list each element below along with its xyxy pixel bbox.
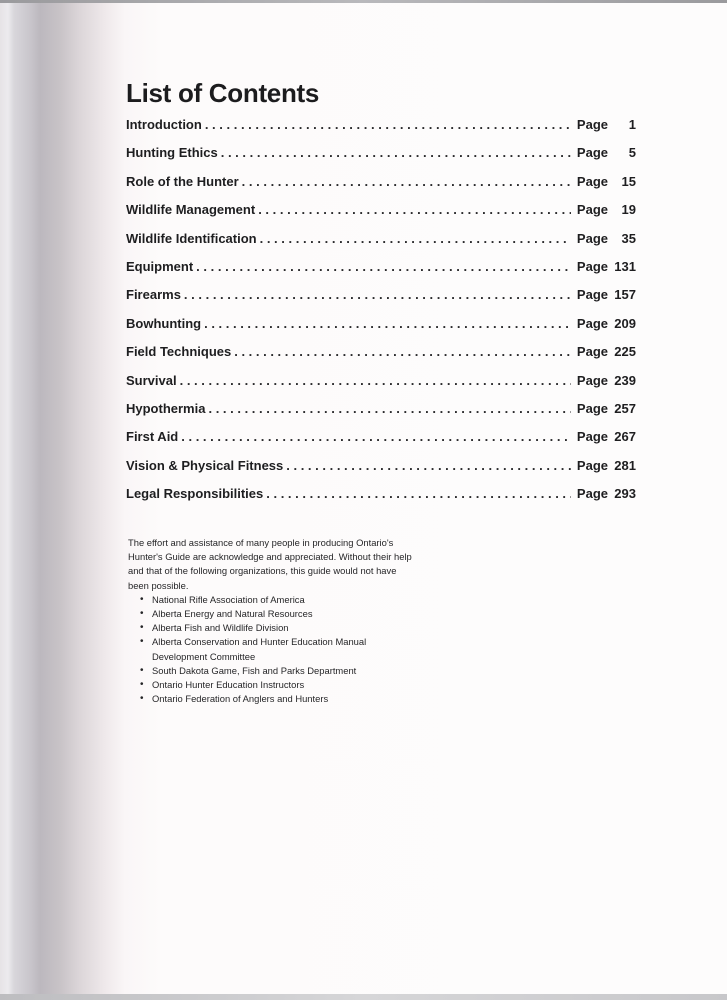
page-number: 1: [628, 117, 636, 132]
toc-entry-label: Legal Responsibilities: [126, 486, 264, 502]
page-title: List of Contents: [126, 78, 320, 108]
page-number: 209: [614, 315, 636, 331]
dot-leader: [181, 429, 571, 444]
dot-leader: [221, 145, 571, 160]
toc-entry-label: Field Techniques: [126, 344, 232, 360]
toc-list: [126, 117, 636, 514]
organization-item: • Ontario Hunter Education Instructors: [140, 678, 418, 692]
toc-entry: [126, 259, 636, 287]
toc-entry: [126, 287, 636, 315]
toc-entry: [126, 174, 636, 202]
organization-list: [128, 593, 418, 707]
dot-leader: [258, 202, 571, 217]
toc-entry: [126, 458, 636, 486]
page-number: 257: [614, 400, 636, 416]
page-word: Page: [576, 457, 608, 473]
dot-leader: [260, 231, 571, 246]
toc-entry-label: Wildlife Management: [126, 202, 256, 218]
toc-entry: [126, 344, 636, 372]
page-word: Page: [576, 429, 608, 445]
page-number: 225: [614, 344, 636, 360]
page-word: Page: [576, 145, 608, 161]
toc-entry: [126, 117, 636, 145]
dot-leader: [196, 259, 571, 274]
toc-entry-label: Bowhunting: [126, 315, 202, 331]
page-number: 157: [614, 287, 636, 303]
page-word: Page: [576, 372, 608, 388]
organization-item: • South Dakota Game, Fish and Parks Department: [140, 664, 418, 678]
toc-entry-label: First Aid: [126, 429, 179, 445]
page-word: Page: [576, 258, 608, 274]
organization-item: • Alberta Conservation and Hunter Education Manual Development Committee: [140, 635, 418, 663]
acknowledgement-intro: The effort and assistance of many people in producing Ontario's Hunter's Guide are acknowledge and appreciated. Without their help and that of the following organizations, this guide would not have been possible.: [128, 537, 412, 591]
page-number: 15: [621, 173, 636, 189]
page-word: Page: [576, 230, 608, 246]
page-word: Page: [576, 486, 608, 502]
scan-top-edge: [0, 0, 727, 3]
toc-entry-label: Introduction: [126, 117, 202, 132]
organization-item: • Ontario Federation of Anglers and Hunters: [140, 692, 418, 706]
dot-leader: [205, 117, 571, 132]
page-word: Page: [576, 400, 608, 416]
toc-entry: [126, 429, 636, 457]
page-number: 35: [621, 230, 636, 246]
dot-leader: [208, 401, 570, 416]
toc-entry-label: Survival: [126, 372, 177, 388]
page-word: Page: [576, 315, 608, 331]
organization-item: • National Rifle Association of America: [140, 593, 418, 607]
dot-leader: [204, 316, 571, 331]
toc-entry: [126, 401, 636, 429]
toc-entry-label: Hypothermia: [126, 400, 206, 416]
page-number: 131: [614, 258, 636, 274]
dot-leader: [184, 287, 571, 302]
page-number: 281: [614, 457, 636, 473]
table-of-contents: [126, 78, 636, 514]
dot-leader: [286, 458, 571, 473]
page-word: Page: [576, 117, 608, 132]
scan-bottom-edge: [0, 994, 727, 1000]
toc-entry: [126, 316, 636, 344]
page-number: 19: [621, 202, 636, 218]
page-word: Page: [576, 287, 608, 303]
organization-item: • Alberta Energy and Natural Resources: [140, 607, 418, 621]
page-number: 293: [614, 486, 636, 502]
toc-entry-label: Hunting Ethics: [126, 145, 218, 161]
page-word: Page: [576, 344, 608, 360]
toc-entry-label: Role of the Hunter: [126, 173, 239, 189]
organization-item: • Alberta Fish and Wildlife Division: [140, 621, 418, 635]
toc-entry: [126, 231, 636, 259]
page-number: 5: [628, 145, 636, 161]
toc-entry-label: Equipment: [126, 258, 194, 274]
dot-leader: [180, 373, 571, 388]
page-number: 239: [614, 372, 636, 388]
toc-entry: [126, 145, 636, 173]
toc-entry: [126, 373, 636, 401]
page-number: 267: [614, 429, 636, 445]
toc-entry: [126, 486, 636, 514]
toc-entry-label: Wildlife Identification: [126, 230, 257, 246]
toc-entry-label: Firearms: [126, 287, 181, 303]
dot-leader: [266, 486, 571, 501]
page-word: Page: [576, 173, 608, 189]
dot-leader: [234, 344, 571, 359]
page-word: Page: [576, 202, 608, 218]
toc-entry: [126, 202, 636, 230]
dot-leader: [242, 174, 571, 189]
toc-entry-label: Vision & Physical Fitness: [126, 457, 284, 473]
acknowledgement-section: [128, 536, 418, 706]
